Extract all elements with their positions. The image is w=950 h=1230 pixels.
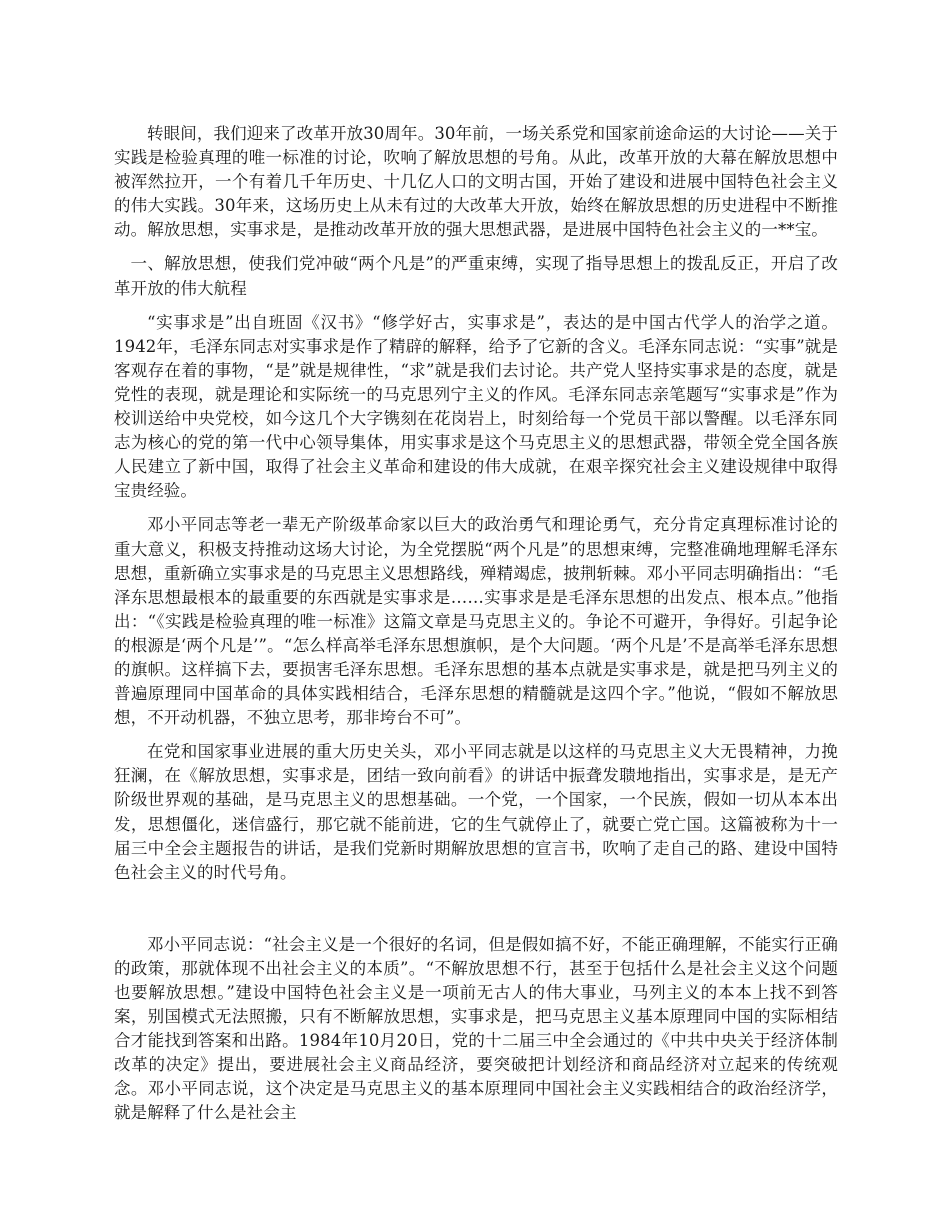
paragraph-historic-moment: 在党和国家事业进展的重大历史关头，邓小平同志就是以这样的马克思主义大无畏精神，力挽狂澜，在《解放思想，实事求是，团结一致向前看》的讲话中振聋发聩地指出，实事求是，是无产阶级世界观的基础，是马克思主义的思想基础。一个党，一个国家，一个民族，假如一切从本本出发，思想僵化，迷信盛行，那它就不能前进，它的生气就停止了，就要亡党亡国。这篇被称为十一届三中全会主题报告的讲话，是我们党新时期解放思想的宣言书，吹响了走自己的路、建设中国特色社会主义的时代号角。 [114, 742, 838, 882]
paragraph-deng-xiaoping: 邓小平同志等老一辈无产阶级革命家以巨大的政治勇气和理论勇气，充分肯定真理标准讨论的重大意义，积极支持推动这场大讨论，为全党摆脱“两个凡是”的思想束缚，完整准确地理解毛泽东思想，重新确立实事求是的马克思主义思想路线，殚精竭虑，披荆斩棘。邓小平同志明确指出：“毛泽东思想最根本的最重要的东西就是实事求是……实事求是是毛泽东思想的出发点、根本点。”他指出：“《实践是检验真理的唯一标准》这篇文章是马克思主义的。争论不可避开，争得好。引起争论的根源是‘两个凡是’”。“怎么样高举毛泽东思想旗帜，是个大问题。‘两个凡是’不是高举毛泽东思想的旗帜。这样搞下去，要损害毛泽东思想。毛泽东思想的基本点就是实事求是，就是把马列主义的普遍原理同中国革命的具体实践相结合，毛泽东思想的精髓就是这四个字。”他说，“假如不解放思想，不开动机器，不独立思考，那非垮台不可”。 [114, 515, 838, 728]
document-body [114, 122, 838, 1136]
paragraph-shishiqiushi: “实事求是”出自班固《汉书》“修学好古，实事求是”，表达的是中国古代学人的治学之道。1942年，毛泽东同志对实事求是作了精辟的解释，给予了它新的含义。毛泽东同志说：“实事”就是客观存在着的事物，“是”就是规律性，“求”就是我们去讨论。共产党人坚持实事求是的态度，就是党性的表现，就是理论和实际统一的马克思列宁主义的作风。毛泽东同志亲笔题写“实事求是”作为校训送给中央党校，如今这几个大字镌刻在花岗岩上，时刻给每一个党员干部以警醒。以毛泽东同志为核心的党的第一代中心领导集体，用实事求是这个马克思主义的思想武器，带领全党全国各族人民建立了新中国，取得了社会主义革命和建设的伟大成就，在艰辛探究社会主义建设规律中取得宝贵经验。 [114, 312, 838, 501]
section-heading: 一、解放思想，使我们党冲破“两个凡是”的严重束缚，实现了指导思想上的拨乱反正，开启了改革开放的伟大航程 [114, 254, 838, 298]
paragraph-intro: 转眼间，我们迎来了改革开放30周年。30年前，一场关系党和国家前途命运的大讨论——关于实践是检验真理的唯一标准的讨论，吹响了解放思想的号角。从此，改革开放的大幕在解放思想中被浑然拉开，一个有着几千年历史、十几亿人口的文明古国，开始了建设和进展中国特色社会主义的伟大实践。30年来，这场历史上从未有过的大改革大开放，始终在解放思想的历史进程中不断推动。解放思想，实事求是，是推动改革开放的强大思想武器，是进展中国特色社会主义的一**宝。 [114, 124, 838, 240]
paragraph-socialism: 邓小平同志说：“社会主义是一个很好的名词，但是假如搞不好，不能正确理解，不能实行正确的政策，那就体现不出社会主义的本质”。“不解放思想不行，甚至于包括什么是社会主义这个问题也要解放思想。”建设中国特色社会主义是一项前无古人的伟大事业，马列主义的本本上找不到答案，别国模式无法照搬，只有不断解放思想，实事求是，把马克思主义基本原理同中国的实际相结合才能找到答案和出路。1984年10月20日，党的十二届三中全会通过的《中共中央关于经济体制改革的决定》提出，要进展社会主义商品经济，要突破把计划经济和商品经济对立起来的传统观念。邓小平同志说，这个决定是马克思主义的基本原理同中国社会主义实践相结合的政治经济学，就是解释了什么是社会主 [114, 934, 838, 1123]
spacer [114, 895, 838, 933]
